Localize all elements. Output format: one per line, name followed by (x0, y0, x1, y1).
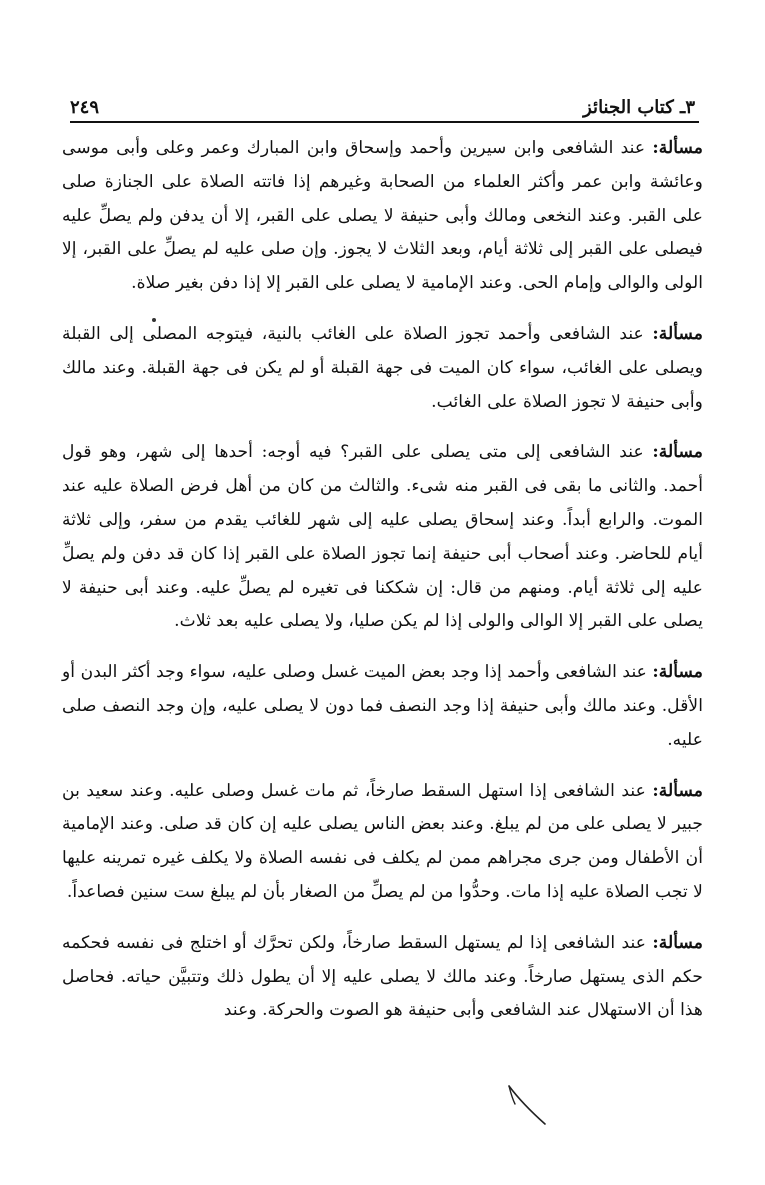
page-body (62, 132, 703, 1045)
issue-paragraph-6 (62, 927, 703, 1028)
issue-paragraph-4 (62, 656, 703, 757)
issue-label: مسألة: (652, 780, 703, 801)
issue-text: عند الشافعى وأحمد تجوز الصلاة على الغائب بالنية، فيتوجه المصلى إلى القبلة ويصلى على الغائب، سواء كان الميت فى جهة القبلة أو لم يكن فى جهة القبلة. وعند مالك وأبى حنيفة لا تجوز الصلاة على الغائب. (62, 323, 703, 412)
issue-label: مسألة: (652, 138, 703, 158)
header-rule (70, 121, 699, 123)
chapter-title: ٣ـ كتاب الجنائز (583, 97, 695, 118)
issue-label: مسألة: (652, 662, 703, 683)
issue-text: عند الشافعى وابن سيرين وأحمد وإسحاق وابن المبارك وعمر وعلى وأبى موسى وعائشة وابن عمر وأكثر العلماء من الصحابة وغيرهم إذا فاتته الصلاة على الجنازة صلى على القبر. وعند النخعى ومالك وأبى حنيفة لا يصلى على القبر، إلا أن يدفن ولم يصلِّ عليه فيصلى على القبر إلى ثلاثة أيام، وبعد الثلاث لا يجوز. وإن صلى عليه لم يصلِّ على القبر، إلا الولى والوالى وإمام الحى. وعند الإمامية لا يصلى على القبر إلا إذا دفن بغير صلاة. (62, 138, 703, 294)
issue-text: عند الشافعى إلى متى يصلى على القبر؟ فيه أوجه: أحدها إلى شهر، وهو قول أحمد. والثانى ما بقى فى القبر منه شىء. والثالث من كان من أهل فرض الصلاة عليه عند الموت. والرابع أبداً. وعند إسحاق يصلى عليه إلى شهر للغائب يقدم من سفر، وإلى ثلاثة أيام للحاضر. وعند أصحاب أبى حنيفة إنما تجوز الصلاة على القبر إذا كان قد دفن ولم يصلِّ عليه إلى ثلاثة أيام. ومنهم من قال: إن شككنا فى تغيره لم يصلِّ عليه. وعند أبى حنيفة لا يصلى على القبر إلا الوالى والولى إذا لم يكن صليا، ولا يصلى عليه بعد ثلاث. (62, 442, 703, 632)
handwritten-pen-mark (505, 1080, 555, 1130)
running-header (70, 88, 695, 118)
issue-label: مسألة: (652, 442, 703, 463)
issue-label: مسألة: (652, 323, 703, 344)
issue-paragraph-2 (62, 318, 703, 419)
issue-label: مسألة: (652, 932, 703, 953)
issue-paragraph-3 (62, 436, 703, 639)
stray-dot-mark (152, 318, 156, 322)
issue-paragraph-1 (62, 132, 703, 301)
issue-text: عند الشافعى إذا لم يستهل السقط صارخاً، ولكن تحرَّك أو اختلج فى نفسه فحكمه حكم الذى يستهل صارخاً. وعند مالك لا يصلى عليه إلا أن يطول ذلك وتتبيَّن حياته. فحاصل هذا أن الاستهلال عند الشافعى وأبى حنيفة هو الصوت والحركة. وعند (62, 932, 703, 1021)
issue-text: عند الشافعى وأحمد إذا وجد بعض الميت غسل وصلى عليه، سواء وجد أكثر البدن أو الأقل. وعند مالك وأبى حنيفة إذا وجد النصف فما دون لا يصلى عليه، وإن وجد النصف صلى عليه. (62, 662, 703, 750)
page-number: ٢٤٩ (70, 97, 100, 118)
issue-paragraph-5 (62, 775, 703, 910)
issue-text: عند الشافعى إذا استهل السقط صارخاً، ثم مات غسل وصلى عليه. وعند سعيد بن جبير لا يصلى على من لم يبلغ. وعند بعض الناس يصلى عليه إن كان قد صلى. وعند الإمامية أن الأطفال ومن جرى مجراهم ممن لم يكلف فى نفسه الصلاة ولا يكلف غيره تمرينه عليها لا تجب الصلاة عليه إذا مات. وحدُّوا من لم يصلِّ من الصغار بأن لم يبلغ ست سنين فصاعداً. (62, 780, 703, 902)
